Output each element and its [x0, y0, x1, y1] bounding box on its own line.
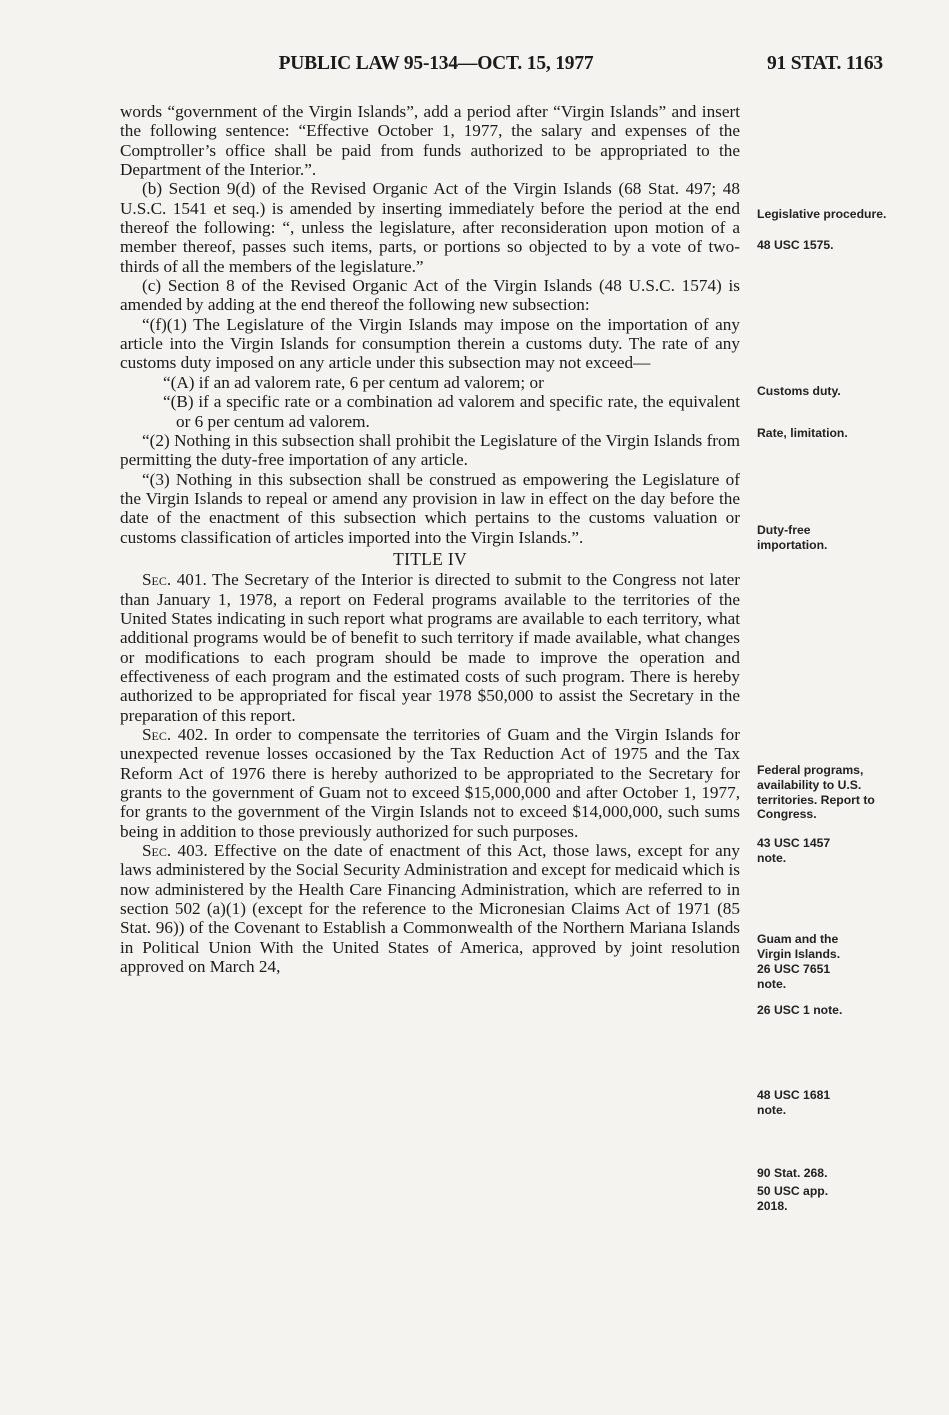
margin-note-rate-limitation: Rate, limitation.	[757, 426, 848, 440]
margin-note-citation: 90 Stat. 268.	[757, 1166, 828, 1180]
section-401	[120, 570, 740, 725]
paragraph-continuation: words “government of the Virgin Islands”, add a period after “Virgin Islands” and insert the following sentence: “Effective October 1, 1977, the salary and expenses of the Comptroller’s office shall be paid from funds authorized to be appropriated to the Department of the Interior.”.	[120, 102, 740, 180]
section-403	[120, 841, 740, 976]
title-heading: TITLE IV	[393, 548, 467, 569]
margin-note-citation: 26 USC 7651 note.	[757, 962, 831, 991]
header-title: PUBLIC LAW 95-134—OCT. 15, 1977	[278, 53, 594, 74]
section-401-label: Sec. 401.	[142, 570, 207, 590]
paragraph-subsection-b: (b) Section 9(d) of the Revised Organic Act of the Virgin Islands (68 Stat. 497; 48 U.S.C. 1541 et seq.) is amended by inserting immediately before the period at the end thereof the following: “, unless the legislature, after reconsideration upon motion of a member thereof, passes such items, parts, or portions so objected to by a vote of two-thirds of all the members of the legislature.”	[120, 179, 740, 276]
margin-note-citation: 43 USC 1457 note.	[757, 836, 831, 865]
margin-note-guam-virgin-islands: Guam and the Virgin Islands.	[757, 932, 841, 961]
section-402	[120, 725, 740, 841]
margin-note-legislative-procedure: Legislative procedure.	[757, 207, 887, 221]
margin-note-citation: 48 USC 1575.	[757, 238, 834, 252]
paragraph-f-1: “(f)(1) The Legislature of the Virgin Islands may impose on the importation of any article into the Virgin Islands for consumption therein a customs duty. The rate of any customs duty imposed on any article under this subsection may not exceed—	[120, 314, 740, 373]
margin-note-duty-free: Duty-free importation.	[757, 523, 828, 552]
paragraph-clause-b: “(B) if a specific rate or a combination ad valorem and specific rate, the equivalent or 6 per centum ad valorem.	[163, 392, 740, 431]
main-text-column	[120, 102, 740, 976]
margin-note-customs-duty: Customs duty.	[757, 384, 841, 398]
section-402-label: Sec. 402.	[142, 725, 208, 744]
paragraph-f-2: “(2) Nothing in this subsection shall prohibit the Legislature of the Virgin Islands from permitting the duty-free importation of any article.	[120, 430, 740, 470]
margin-note-citation: 26 USC 1 note.	[757, 1003, 843, 1017]
paragraph-f-3: “(3) Nothing in this subsection shall be construed as empowering the Legislature of the Virgin Islands to repeal or amend any provision in law in effect on the day before the date of the enactment of this subsection which pertains to the customs valuation or customs classification of articles imported into the Virgin Islands.”.	[120, 469, 740, 547]
header-page-reference: 91 STAT. 1163	[766, 53, 883, 74]
paragraph-subsection-c: (c) Section 8 of the Revised Organic Act of the Virgin Islands (48 U.S.C. 1574) is amended by adding at the end thereof the following new subsection:	[120, 276, 740, 315]
margin-note-federal-programs: Federal programs, availability to U.S. territories. Report to Congress.	[757, 763, 875, 822]
section-401-text: The Secretary of the Interior is directed to submit to the Congress not later than January 1, 1978, a report on Federal programs available to the territories of the United States indicating in such report what programs are available to each territory, what additional programs would be of benefit to such territory if made available, what changes or modifications to each program should be made to improve the operation and effectiveness of each program and the estimated costs of such program. There is hereby authorized to be appropriated for fiscal year 1978 $50,000 to assist the Secretary in the preparation of this report.	[120, 570, 740, 725]
section-403-text: Effective on the date of enactment of this Act, those laws, except for any laws administered by the Social Security Administration and except for medicaid which is now administered by the Health Care Financing Administration, which are referred to in section 502 (a)(1) (except for the reference to the Micronesian Claims Act of 1971 (85 Stat. 96)) of the Covenant to Establish a Commonwealth of the Northern Mariana Islands in Political Union With the United States of America, approved by joint resolution approved on March 24,	[120, 841, 740, 977]
margin-note-citation: 50 USC app. 2018.	[757, 1184, 829, 1213]
section-403-label: Sec. 403.	[142, 841, 208, 861]
margin-note-citation: 48 USC 1681 note.	[757, 1088, 831, 1117]
paragraph-clause-a: “(A) if an ad valorem rate, 6 per centum ad valorem; or	[163, 372, 544, 392]
section-402-text: In order to compensate the territories of Guam and the Virgin Islands for unexpected revenue losses occasioned by the Tax Reduction Act of 1975 and the Tax Reform Act of 1976 there is hereby authorized to be appropriated to the Secretary for grants to the government of Guam not to exceed $15,000,000 and after October 1, 1977, for grants to the government of the Virgin Islands not to exceed $14,000,000, such sums being in addition to those previously authorized for such purposes.	[120, 725, 740, 841]
